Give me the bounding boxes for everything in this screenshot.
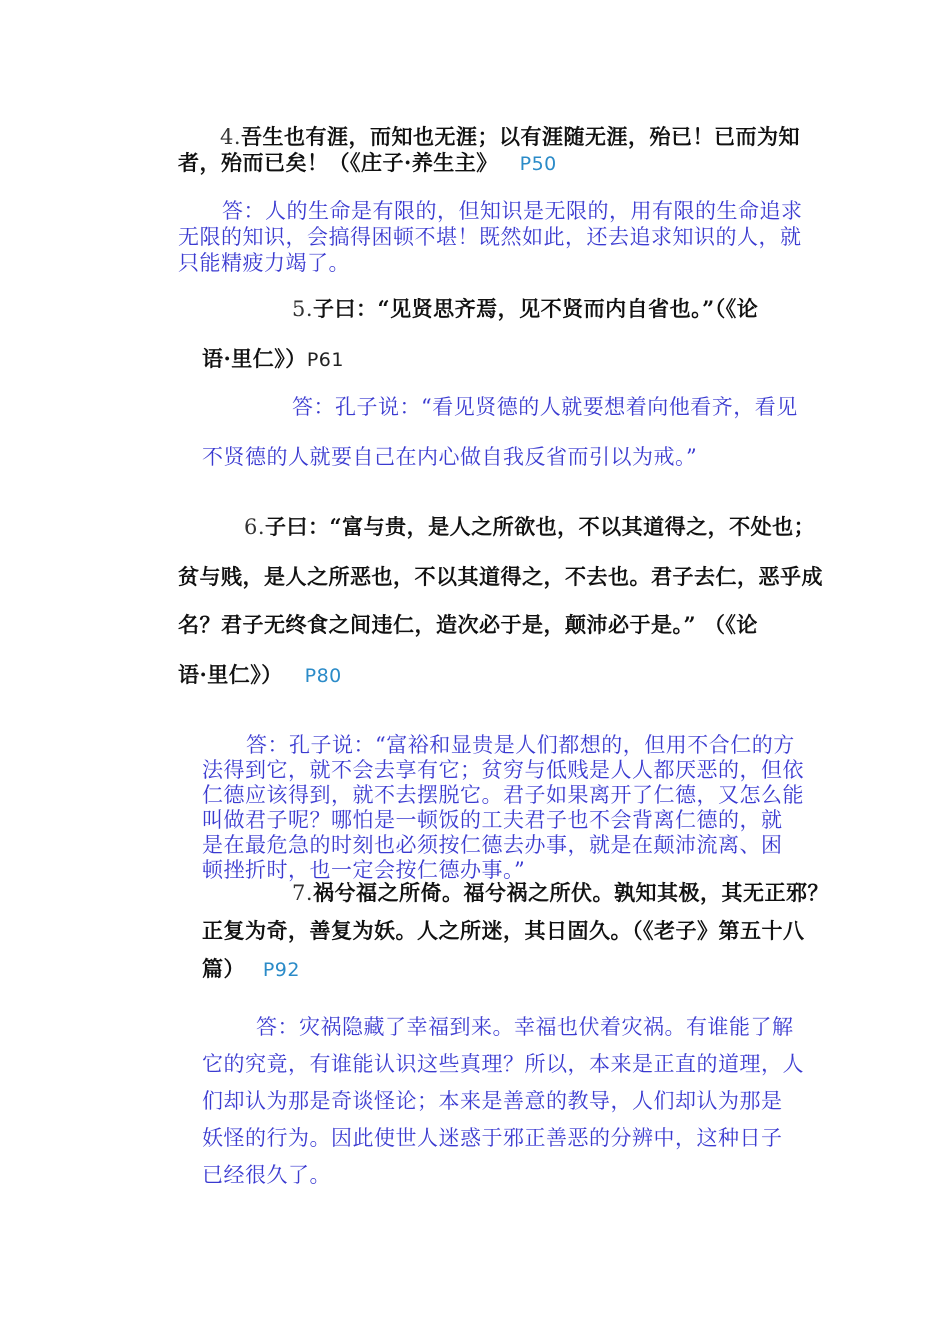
answer-7-text-2: 它的究竟，有谁能认识这些真理？所以，本来是正直的道理，人 <box>202 1052 804 1076</box>
answer-5-text-1: 答：孔子说：“看见贤德的人就要想着向他看齐，看见 <box>292 395 798 419</box>
question-4-page-ref: P50 <box>519 153 557 175</box>
question-5-number: 5. <box>292 297 314 321</box>
question-7-page-ref: P92 <box>262 959 300 981</box>
answer-7-line-4 <box>202 1125 783 1151</box>
question-4-line-2 <box>178 150 557 177</box>
answer-6-text-5: 是在最危急的时刻也必须按仁德去办事，就是在颠沛流离、困 <box>202 833 783 857</box>
answer-4-text-2: 无限的知识，会搞得困顿不堪！既然如此，还去追求知识的人，就 <box>178 225 802 249</box>
answer-7-line-5 <box>202 1162 331 1188</box>
question-7-line-3 <box>202 956 300 983</box>
question-5-page-ref: P61 <box>306 349 344 371</box>
question-4-text-2: 者，殆而已矣！（《庄子·养生主》 <box>178 150 498 175</box>
answer-6-text-1: 答：孔子说：“富裕和显贵是人们都想的，但用不合仁的方 <box>246 733 795 757</box>
question-6-page-ref: P80 <box>304 665 342 687</box>
answer-6-text-3: 仁德应该得到，就不去摆脱它。君子如果离开了仁德，又怎么能 <box>202 783 804 807</box>
question-6-text-4: 语·里仁》） <box>178 662 283 687</box>
answer-4-text-3: 只能精疲力竭了。 <box>178 251 350 275</box>
answer-6-line-3 <box>202 782 804 808</box>
answer-5-line-1 <box>292 394 798 420</box>
answer-7-line-1 <box>256 1014 794 1040</box>
answer-6-text-4: 叫做君子呢？哪怕是一顿饭的工夫君子也不会背离仁德的，就 <box>202 808 783 832</box>
question-6-number: 6. <box>244 515 266 539</box>
question-6-text-1: 子曰：“富与贵，是人之所欲也，不以其道得之，不处也； <box>265 514 816 539</box>
answer-4-line-2 <box>178 224 802 250</box>
question-6-text-2: 贫与贱，是人之所恶也，不以其道得之，不去也。君子去仁，恶乎成 <box>178 564 823 589</box>
question-6-line-4 <box>178 662 342 689</box>
answer-7-line-3 <box>202 1088 783 1114</box>
answer-7-line-2 <box>202 1051 804 1077</box>
question-6-text-3: 名？君子无终食之间违仁，造次必于是，颠沛必于是。” （《论 <box>178 612 758 637</box>
answer-4-line-3 <box>178 250 350 276</box>
question-6-line-1 <box>244 514 815 540</box>
answer-6-line-2 <box>202 757 804 783</box>
answer-6-line-5 <box>202 832 783 858</box>
question-7-line-1 <box>292 880 829 906</box>
answer-7-text-1: 答：灾祸隐藏了幸福到来。幸福也伏着灾祸。有谁能了解 <box>256 1015 794 1039</box>
question-7-text-1: 祸兮福之所倚。福兮祸之所伏。孰知其极，其无正邪？ <box>313 880 830 905</box>
question-5-line-1 <box>292 296 758 322</box>
question-4-text-1: 吾生也有涯，而知也无涯；以有涯随无涯，殆已！已而为知 <box>241 124 801 149</box>
question-7-text-3: 篇） <box>202 956 245 981</box>
answer-4-text-1: 答：人的生命是有限的，但知识是无限的，用有限的生命追求 <box>222 199 803 223</box>
answer-7-text-5: 已经很久了。 <box>202 1163 331 1187</box>
question-5-text-2: 语·里仁》） <box>202 346 307 371</box>
question-7-text-2: 正复为奇，善复为妖。人之所迷，其日固久。（《老子》第五十八 <box>202 918 805 943</box>
question-4-number: 4. <box>220 125 242 149</box>
answer-5-line-2 <box>202 444 697 470</box>
answer-4-line-1 <box>222 198 803 224</box>
answer-6-line-4 <box>202 807 783 833</box>
question-5-line-2 <box>202 346 344 373</box>
question-7-number: 7. <box>292 881 314 905</box>
question-4-line-1 <box>220 124 810 150</box>
answer-7-text-4: 妖怪的行为。因此使世人迷惑于邪正善恶的分辨中，这种日子 <box>202 1126 783 1150</box>
question-6-line-3 <box>178 612 758 638</box>
question-7-line-2 <box>202 918 805 944</box>
answer-5-text-2: 不贤德的人就要自己在内心做自我反省而引以为戒。” <box>202 445 698 469</box>
answer-6-text-6: 顿挫折时，也一定会按仁德办事。” <box>202 858 526 882</box>
question-5-text-1: 子曰：“见贤思齐焉，见不贤而内自省也。”（《论 <box>313 296 759 321</box>
answer-7-text-3: 们却认为那是奇谈怪论；本来是善意的教导，人们却认为那是 <box>202 1089 783 1113</box>
answer-6-line-1 <box>246 732 795 758</box>
question-6-line-2 <box>178 564 823 590</box>
answer-6-text-2: 法得到它，就不会去享有它；贫穷与低贱是人人都厌恶的，但依 <box>202 758 804 782</box>
